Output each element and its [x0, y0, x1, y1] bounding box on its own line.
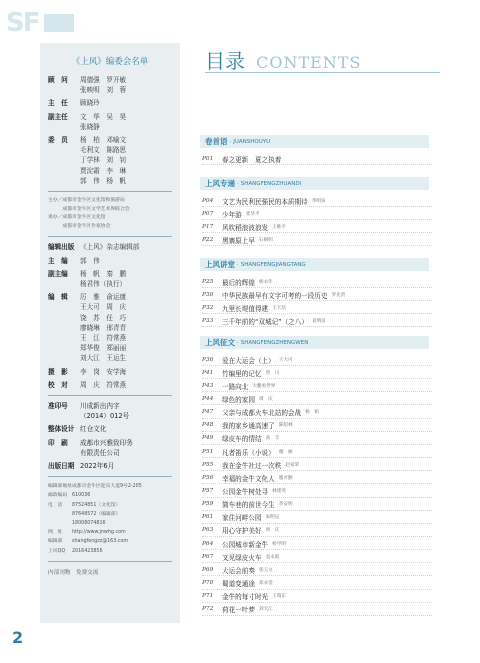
toc-section-header [200, 177, 429, 190]
credit-names: 成都市兴雅致印务 [80, 438, 133, 447]
editorial-credits-panel [40, 43, 180, 623]
toc-author: 李安明 [278, 502, 293, 508]
divider [48, 395, 172, 396]
credit-row [48, 242, 172, 252]
contact-row [48, 501, 172, 510]
credit-row [48, 122, 172, 132]
toc-author: 袁永珉 [265, 554, 280, 560]
credit-row [48, 323, 172, 333]
credit-names: 周 庆 符常燕 [80, 380, 127, 389]
toc-entry[interactable] [202, 195, 432, 207]
toc-author: 高 丰 [265, 436, 280, 442]
toc-entry[interactable] [202, 564, 432, 576]
toc-entry[interactable] [202, 315, 432, 327]
credit-row [48, 112, 172, 122]
toc-page: P33 [202, 317, 214, 324]
toc-author: 周 庆 [265, 528, 280, 534]
credit-group [48, 98, 172, 108]
toc-page: P48 [202, 422, 214, 429]
toc-entry[interactable] [202, 604, 432, 616]
free-distribution-note: 内部刊物 免费交流 [48, 569, 99, 576]
credit-names: 郭 伟 [80, 256, 100, 265]
credit-row [48, 98, 172, 108]
credit-row [48, 279, 172, 289]
toc-title: 风吹稻浪波浪发 [222, 223, 269, 232]
sponsor-line: 主办／成都市金牛区文化馆和旅游局 [48, 198, 125, 204]
credit-row [48, 256, 172, 266]
credit-names: 郭 伟 杨 帆 [80, 176, 127, 185]
credit-row [48, 135, 172, 145]
credit-group [48, 256, 172, 266]
toc-title: 最后的辉煌 [222, 278, 255, 287]
toc-entry[interactable] [202, 234, 432, 246]
credit-names: 顾晓玲 [80, 99, 100, 108]
credit-role: 整体设计 [48, 425, 75, 434]
credit-role: 主 任 [48, 99, 68, 108]
credit-role: 印 刷 [48, 438, 68, 447]
toc-page: P07 [202, 210, 214, 217]
contact-row [48, 482, 172, 491]
credit-group [48, 401, 172, 421]
toc-title: 目录 [205, 49, 245, 73]
credit-names: 郑华俊 郑丽丽 [80, 344, 127, 353]
toc-author: 杨永年 [258, 279, 273, 285]
toc-page: P47 [202, 409, 214, 416]
contact-value: 610036 [72, 493, 91, 499]
toc-title: 大运会前奏 [222, 566, 255, 575]
toc-title: 公园金牛树处寻 [222, 488, 269, 496]
toc-title-en: CONTENTS [256, 53, 362, 72]
toc-page: P01 [202, 155, 214, 162]
credit-role: 摄 影 [48, 367, 68, 376]
toc-title: 金牛的每寸时光 [222, 593, 269, 602]
toc-page: P41 [202, 369, 214, 376]
credit-names: 张晓静 [80, 122, 100, 131]
credit-role [48, 333, 80, 343]
toc-title: 春之更新 夏之执着 [222, 155, 282, 164]
toc-entry[interactable] [202, 525, 432, 537]
credit-role [48, 145, 80, 155]
credit-role [48, 176, 80, 186]
toc-author: 陈绍林 [278, 423, 293, 429]
credit-names: 刘大江 王运生 [80, 354, 127, 363]
contact-row [48, 547, 172, 556]
toc-page: P51 [202, 448, 214, 455]
page-number: 2 [12, 628, 24, 647]
toc-title: 用心守护美好 [222, 527, 262, 536]
credit-names: 毛利文 陈路思 [80, 146, 127, 155]
credit-role: 校 对 [48, 380, 68, 389]
credit-names: 王大可 周 庆 [80, 303, 127, 312]
contact-row [48, 537, 172, 546]
toc-entry[interactable] [202, 499, 432, 511]
toc-author: 林建英 [272, 489, 286, 494]
toc-title: 一路向北 [222, 382, 249, 391]
credit-group [48, 367, 172, 377]
credit-role: 准印号 [48, 402, 68, 411]
credit-group [48, 135, 172, 186]
toc-title: 蜀道变通途 [222, 580, 255, 589]
section-title: 上风专递 [205, 179, 235, 188]
toc-entry[interactable] [202, 393, 432, 405]
toc-entry[interactable] [202, 221, 432, 233]
credit-names: 川成新出内字 [80, 402, 120, 411]
toc-title: 凡者笛乐（小说） [222, 448, 275, 457]
contact-label [48, 519, 72, 528]
toc-author: 石朝明 [258, 237, 273, 243]
credit-names: 饶 苏 任 巧 [80, 313, 127, 322]
credit-row [48, 269, 172, 279]
separator-dot: · [229, 138, 232, 145]
toc-title: 少年游 [222, 210, 242, 219]
credit-names: 廖晓琳 邢青青 [80, 323, 127, 332]
sponsor-line: 成都市金牛区作家协会 [48, 223, 111, 229]
toc-section-header [200, 336, 429, 349]
section-title: 上风征文 [205, 338, 235, 347]
credit-role [48, 166, 80, 176]
credit-names: 杨君伟（执行） [80, 280, 127, 289]
toc-title: 竹编里的记忆 [222, 369, 262, 378]
toc-divider [205, 72, 440, 73]
contact-label: 编辑部 [48, 539, 63, 545]
contact-value: 2016423856 [72, 548, 103, 554]
credit-role [48, 448, 80, 458]
section-title-en: SHANGFENGZHUANDI [240, 180, 302, 187]
toc-entry[interactable] [202, 153, 432, 165]
credit-role [48, 122, 80, 132]
committee-list [48, 75, 172, 186]
credit-names: 张映明 刘 蓉 [80, 86, 127, 95]
credit-group [48, 292, 172, 363]
toc-author: 杨 柏 [305, 410, 319, 416]
credit-row [48, 302, 172, 312]
toc-title: 简车巷的前世今生 [222, 501, 275, 510]
toc-author: 大鹏看世界 [252, 383, 276, 389]
divider [48, 191, 172, 192]
section-title-en: SHANGFENGZHENGWEN [240, 339, 309, 346]
toc-title: 绿色的家园 [222, 395, 255, 404]
section-title-en: JUANSHOUYU [233, 138, 271, 145]
credit-names: 杨 柏 邓喻文 [80, 136, 127, 145]
credit-names: 周德强 罗开敏 [80, 76, 127, 84]
toc-page: P57 [202, 488, 214, 494]
credit-role: 编辑出版 [48, 243, 75, 252]
divider [48, 561, 172, 562]
credit-names: 贾淀霜 李 琳 [80, 166, 127, 175]
toc-author: 廖可勤 [278, 475, 293, 481]
toc-page: P22 [202, 236, 214, 243]
toc-entry[interactable] [202, 407, 432, 419]
contact-label: 电 话 [48, 502, 63, 508]
toc-author: 王维平 [272, 224, 286, 230]
toc-author: 王瑞东 [272, 594, 286, 600]
credit-row [48, 461, 172, 471]
credit-names: 红仓文化 [80, 425, 107, 434]
credit-row [48, 75, 172, 85]
credit-names: （2014）012号 [80, 412, 130, 421]
toc-author: 朱明兄 [265, 515, 280, 521]
credit-names: 李 岗 安学海 [80, 367, 127, 376]
toc-page: P49 [202, 435, 214, 442]
credit-row [48, 292, 172, 302]
toc-entry[interactable] [202, 208, 432, 220]
section-title: 上风讲堂 [205, 260, 235, 269]
credit-role: 编 辑 [48, 293, 68, 302]
credit-names: 丁学林 刘 钊 [80, 156, 127, 165]
toc-author: 邓永金 [258, 581, 273, 587]
contact-value: shangfengzz@163.com [72, 539, 129, 545]
toc-page: P63 [202, 527, 214, 534]
logo-block [44, 14, 74, 32]
credit-role [48, 343, 80, 353]
editorial-staff-list [48, 242, 172, 390]
credit-role [48, 353, 80, 363]
toc-heading [205, 45, 440, 74]
section-title: 卷首语 [205, 137, 228, 146]
separator-dot: · [237, 339, 239, 346]
toc-entry[interactable] [202, 591, 432, 603]
toc-page: P55 [202, 461, 214, 468]
contact-info [48, 482, 172, 556]
toc-entry[interactable] [202, 512, 432, 524]
toc-page: P17 [202, 223, 214, 230]
toc-page: P25 [202, 278, 214, 285]
credit-row [48, 145, 172, 155]
credit-role [48, 155, 80, 165]
toc-entry[interactable] [202, 354, 432, 366]
contact-value: 87648572（编辑部） [72, 511, 121, 517]
toc-title: 荷花一叶梦 [222, 606, 255, 615]
toc-title: 三千年前的“双城记”（之八） [222, 317, 308, 326]
toc-entry[interactable] [202, 433, 432, 445]
toc-entry[interactable] [202, 472, 432, 484]
toc-title: 中华民族最早有文字可考的一段历史 [222, 291, 328, 300]
magazine-logo [0, 0, 120, 42]
credit-group [48, 112, 172, 132]
toc-entry[interactable] [202, 538, 432, 550]
divider [48, 236, 172, 237]
credit-row [48, 166, 172, 176]
toc-title: 绿皮车的情结 [222, 435, 262, 444]
toc-entry[interactable] [202, 302, 432, 314]
toc-author: 麦华平 [245, 211, 260, 217]
credit-row [48, 438, 172, 448]
toc-entry[interactable] [202, 367, 432, 379]
toc-entry[interactable] [202, 289, 432, 301]
toc-author: 李明泉 [311, 198, 326, 204]
credit-group [48, 461, 172, 471]
toc-title: 爱在大运会（上） [222, 356, 275, 365]
contact-label: 网 址 [48, 530, 63, 536]
toc-page: P32 [202, 304, 214, 311]
toc-section-header [200, 135, 429, 148]
credit-names: 杨 帆 秦 鹏 [80, 269, 127, 278]
toc-page: P59 [202, 501, 214, 508]
logo-mark: SF [6, 8, 39, 38]
toc-page: P43 [202, 382, 214, 389]
contact-row [48, 519, 172, 528]
credit-role [48, 313, 80, 323]
toc-entry[interactable] [202, 276, 432, 288]
toc-title: 黑寨原上早 [222, 236, 255, 245]
toc-page: P70 [202, 580, 214, 587]
toc-author: 杨学明 [272, 541, 286, 547]
section-title-en: SHANGFENGJIANGTANG [240, 261, 306, 268]
credit-names: 厉 雅 俞运康 [80, 293, 127, 302]
toc-page: P30 [202, 291, 214, 298]
credit-row [48, 401, 172, 411]
credit-names: 2022年6月 [80, 462, 115, 471]
sponsor-line: 成都市金牛区文学艺术界联合会 [48, 206, 130, 212]
credit-group [48, 75, 172, 95]
toc-page: P67 [202, 553, 214, 560]
toc-page: P44 [202, 395, 214, 402]
credit-role: 主 编 [48, 256, 68, 265]
credit-row [48, 155, 172, 165]
sponsor-list [48, 197, 172, 231]
credit-row [48, 380, 172, 390]
contact-label: 编辑部地址 [48, 484, 72, 490]
toc-title: 又见绿皮火车 [222, 553, 262, 562]
credits-title: 《上风》编委会名单 [71, 57, 149, 67]
toc-title: 文艺为民利民强民的本质期待 [222, 197, 308, 206]
contact-label: 上风QQ [48, 548, 66, 554]
toc-author: 张玉文 [258, 567, 273, 573]
toc-author: 刘天江 [258, 607, 273, 613]
credit-row [48, 448, 172, 458]
toc-page: P72 [202, 606, 214, 613]
toc-page: P36 [202, 356, 214, 363]
credit-role: 顾 问 [48, 76, 68, 84]
credit-role: 副主任 [48, 112, 68, 121]
toc-author: 管 川 [265, 370, 280, 376]
toc-title: 我在金牛社过一次秩 [222, 461, 282, 470]
credit-row [48, 367, 172, 377]
credit-role [48, 323, 80, 333]
toc-author: 袁明彦 [311, 318, 326, 324]
toc-page: P56 [202, 474, 214, 481]
credit-group [48, 380, 172, 390]
toc-entry[interactable] [202, 578, 432, 590]
contact-row [48, 510, 172, 519]
publication-info [48, 401, 172, 471]
toc-title: 父亲与成都火车北站的会战 [222, 409, 302, 418]
toc-page: P61 [202, 514, 214, 521]
credit-row [48, 85, 172, 95]
contact-value: 18008074816 [72, 521, 106, 527]
toc-entry[interactable] [202, 459, 432, 471]
toc-author: 赵家荣 [285, 462, 300, 468]
toc-section-header [200, 258, 429, 271]
contact-label [48, 510, 72, 519]
sponsor-line: 承办／成都市金牛区文化馆 [48, 215, 106, 221]
toc-entry[interactable] [202, 446, 432, 458]
credit-row [48, 424, 172, 434]
credit-names: 《上风》杂志编辑部 [80, 243, 140, 252]
credit-group [48, 269, 172, 289]
contact-value: 87524851（文化馆） [72, 502, 121, 508]
credit-role: 副主编 [48, 269, 68, 278]
toc-title: 家住河畔公园 [222, 514, 262, 523]
contact-row [48, 491, 172, 500]
credit-row [48, 333, 172, 343]
toc-page: P71 [202, 593, 214, 600]
credit-role [48, 85, 80, 95]
toc-entry[interactable] [202, 420, 432, 432]
toc-title: 我的家乡通高速了 [222, 422, 275, 431]
toc-author: 罗先贵 [331, 292, 346, 298]
contact-label: 邮政编码 [48, 493, 68, 499]
credit-role: 委 员 [48, 136, 68, 145]
credit-role [48, 411, 80, 421]
credit-role: 出版日期 [48, 462, 75, 471]
credit-group [48, 242, 172, 252]
toc-title: 幸福的金牛文化人 [222, 474, 275, 483]
divider [48, 476, 172, 477]
toc-page: P69 [202, 566, 214, 573]
toc-entry[interactable] [202, 551, 432, 563]
separator-dot: · [237, 180, 239, 187]
contact-value: http://www.jnwhg.com [72, 530, 126, 536]
toc-page: P64 [202, 540, 214, 547]
contact-value: 成都市金牛区迎宾大道9号2-205 [72, 484, 142, 490]
credit-row [48, 353, 172, 363]
toc-title: 九里长堤值得建 [222, 304, 269, 313]
toc-author: 周 庆 [258, 396, 273, 402]
credit-row [48, 313, 172, 323]
credit-group [48, 424, 172, 434]
credit-role [48, 279, 80, 289]
credit-row [48, 176, 172, 186]
credit-row [48, 343, 172, 353]
separator-dot: · [237, 261, 239, 268]
toc-page: P04 [202, 197, 214, 204]
credit-role [48, 302, 80, 312]
credit-names: 有限责任公司 [80, 448, 120, 457]
credit-names: 王 江 符常燕 [80, 334, 127, 343]
credit-row [48, 411, 172, 421]
contact-row [48, 528, 172, 537]
toc-author: 王天培 [272, 305, 286, 311]
toc-entry[interactable] [202, 380, 432, 392]
credit-group [48, 438, 172, 458]
toc-title: 公园城市新金牛 [222, 540, 269, 549]
toc-author: 谢 丽 [278, 449, 293, 455]
toc-author: 王大可 [278, 357, 293, 363]
credit-names: 文 华 吴 昊 [80, 112, 127, 121]
toc-entry[interactable] [202, 486, 432, 498]
